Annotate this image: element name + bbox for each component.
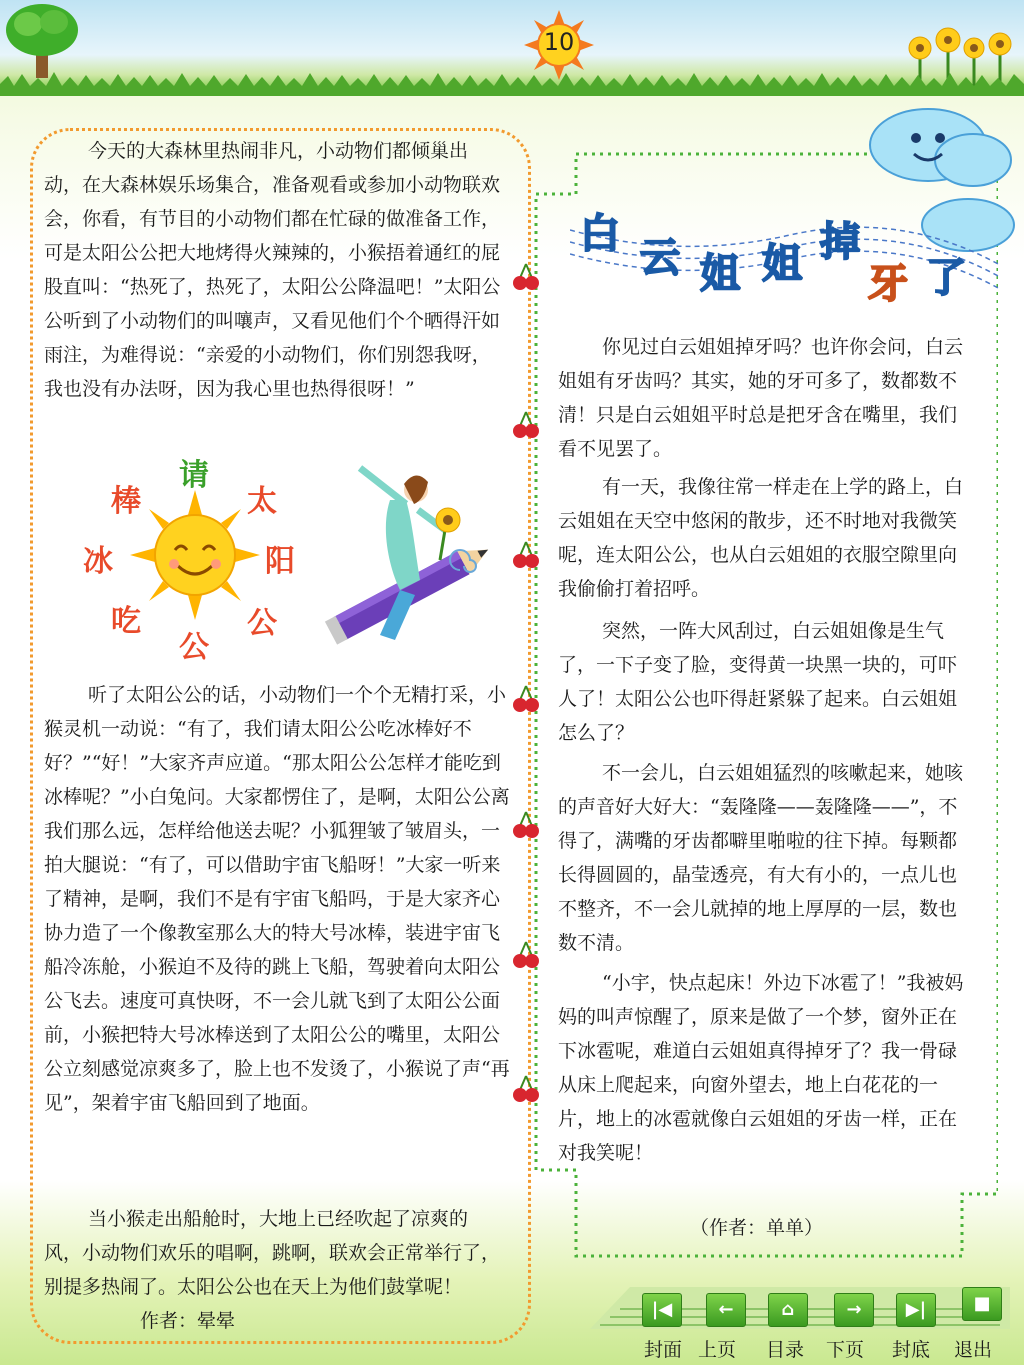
first-page-button[interactable] <box>642 1293 682 1327</box>
right-paragraph-4: 不一会儿，白云姐姐猛烈的咳嗽起来，她咳的声音好大好大：“轰隆隆——轰隆隆——”，不得了，满嘴的牙齿都噼里啪啦的往下掉。每颗都长得圆圆的，晶莹透亮，有大有小的，一点儿也不整齐，不一会儿就掉的地上厚厚的一层，数也数不清。 <box>558 762 964 954</box>
right-story-title <box>570 190 1000 310</box>
title-char-2: 云 <box>640 235 680 281</box>
sun-char-gong-1: 公 <box>247 606 277 641</box>
girl-on-pencil-illustration <box>320 460 500 660</box>
nav-label-contents[interactable]: 目录 <box>766 1339 805 1361</box>
left-paragraph-2: 听了太阳公公的话，小动物们一个个无精打采，小猴灵机一动说：“有了，我们请太阳公公吃冰棒好不好？”“好！”大家齐声应道。“那太阳公公怎样才能吃到冰棒呢？”小白兔问。大家都愣住了，是啊，太阳公公离我们那么远，怎样给他送去呢？小狐狸皱了皱眉头，一拍大腿说：“有了，可以借助宇宙飞船呀！”大家一听来了精神，是啊，我们不是有宇宙飞船吗，于是大家齐心协力造了一个像教室那么大的特大号冰棒，装进宇宙飞船冷冻舱，小猴迫不及待的跳上飞船，驾驶着向太阳公公飞去。速度可真快呀，不一会儿就飞到了太阳公公面前，小猴把特大号冰棒送到了太阳公公的嘴里，太阳公公立刻感觉凉爽多了，脸上也不发烫了，小猴说了声“再见”，架着宇宙飞船回到了地面。 <box>44 684 510 1114</box>
left-paragraph-1: 今天的大森林里热闹非凡，小动物们都倾巢出动，在大森林娱乐场集合，准备观看或参加小动物联欢会，你看，有节目的小动物们都在忙碌的做准备工作，可是太阳公公把大地烤得火辣辣的，小猴捂着通红的屁股直叫：“热死了，热死了，太阳公公降温吧！”太阳公公听到了小动物们的叫嚷声，又看见他们个个晒得汗如雨注，为难得说：“亲爱的小动物们，你们别怨我呀，我也没有办法呀，因为我心里也热得很呀！” <box>44 140 501 400</box>
grass-border <box>0 72 1024 96</box>
sun-char-gong-2: 公 <box>179 630 209 665</box>
sun-char-yang: 阳 <box>265 544 295 579</box>
last-page-icon: ▶| <box>905 1299 927 1320</box>
left-author: 作者：晕晕 <box>140 1310 236 1332</box>
title-char-7: 了 <box>926 255 966 301</box>
sun-char-qing: 请 <box>179 458 209 493</box>
page-number: 10 <box>543 28 575 56</box>
right-paragraph-5: “小宇，快点起床！外边下冰雹了！”我被妈妈的叫声惊醒了，原来是做了一个梦，窗外正在下冰雹呢，难道白云姐姐真得掉牙了？我一骨碌从床上爬起来，向窗外望去，地上白花花的一片，地上的冰雹就像白云姐姐的牙齿一样，正在对我笑呢！ <box>558 972 964 1164</box>
cherry-icon <box>512 1074 540 1104</box>
home-button[interactable] <box>768 1293 808 1327</box>
sun-illustration <box>75 450 315 665</box>
cherry-icon <box>512 810 540 840</box>
next-page-icon: → <box>846 1299 862 1320</box>
sun-char-bang: 棒 <box>111 484 141 519</box>
stop-icon: ■ <box>973 1293 991 1314</box>
sun-char-chi: 吃 <box>111 604 141 639</box>
nav-label-back-cover[interactable]: 封底 <box>892 1339 931 1361</box>
navigation-bar <box>590 1285 1010 1331</box>
right-paragraph-3: 突然，一阵大风刮过，白云姐姐像是生气了，一下子变了脸，变得黄一块黑一块的，可吓人了！太阳公公也吓得赶紧躲了起来。白云姐姐怎么了？ <box>558 620 958 744</box>
last-page-button[interactable] <box>896 1293 936 1327</box>
nav-label-exit[interactable]: 退出 <box>954 1339 993 1361</box>
nav-label-cover[interactable]: 封面 <box>644 1339 683 1361</box>
title-char-4: 姐 <box>762 241 802 287</box>
cherry-icon <box>512 940 540 970</box>
left-paragraph-3: 当小猴走出船舱时，大地上已经吹起了凉爽的风，小动物们欢乐的唱啊，跳啊，联欢会正常举行了，别提多热闹了。太阳公公也在天上为他们鼓掌呢！作者：晕晕 <box>44 1208 501 1332</box>
sun-char-bing: 冰 <box>83 544 113 579</box>
next-page-button[interactable] <box>834 1293 874 1327</box>
first-page-icon: |◀ <box>651 1299 673 1320</box>
right-paragraph-2: 有一天，我像往常一样走在上学的路上，白云姐姐在天空中悠闲的散步，还不时地对我微笑呢，连太阳公公，也从白云姐姐的衣服空隙里向我偷偷打着招呼。 <box>558 476 964 600</box>
cherry-icon <box>512 262 540 292</box>
title-char-3: 姐 <box>700 251 740 297</box>
nav-label-prev[interactable]: 上页 <box>698 1339 737 1361</box>
title-char-1: 白 <box>580 211 620 257</box>
tree-icon <box>2 0 82 80</box>
header-banner <box>0 0 1024 95</box>
nav-label-next[interactable]: 下页 <box>826 1339 865 1361</box>
title-char-6: 牙 <box>868 261 908 307</box>
prev-page-button[interactable] <box>706 1293 746 1327</box>
sun-char-tai: 太 <box>247 484 277 519</box>
prev-page-icon: ← <box>718 1299 734 1320</box>
home-icon: ⌂ <box>781 1299 795 1320</box>
smiling-sun-icon <box>130 490 260 620</box>
title-char-5: 掉 <box>820 219 860 265</box>
right-author-credit: （作者：单单） <box>690 1217 824 1239</box>
cherry-icon <box>512 410 540 440</box>
exit-button[interactable] <box>962 1287 1002 1321</box>
right-paragraph-1: 你见过白云姐姐掉牙吗？也许你会问，白云姐姐有牙齿吗？其实，她的牙可多了，数都数不清！只是白云姐姐平时总是把牙含在嘴里，我们看不见罢了。 <box>558 336 964 460</box>
cherry-icon <box>512 540 540 570</box>
cherry-icon <box>512 684 540 714</box>
